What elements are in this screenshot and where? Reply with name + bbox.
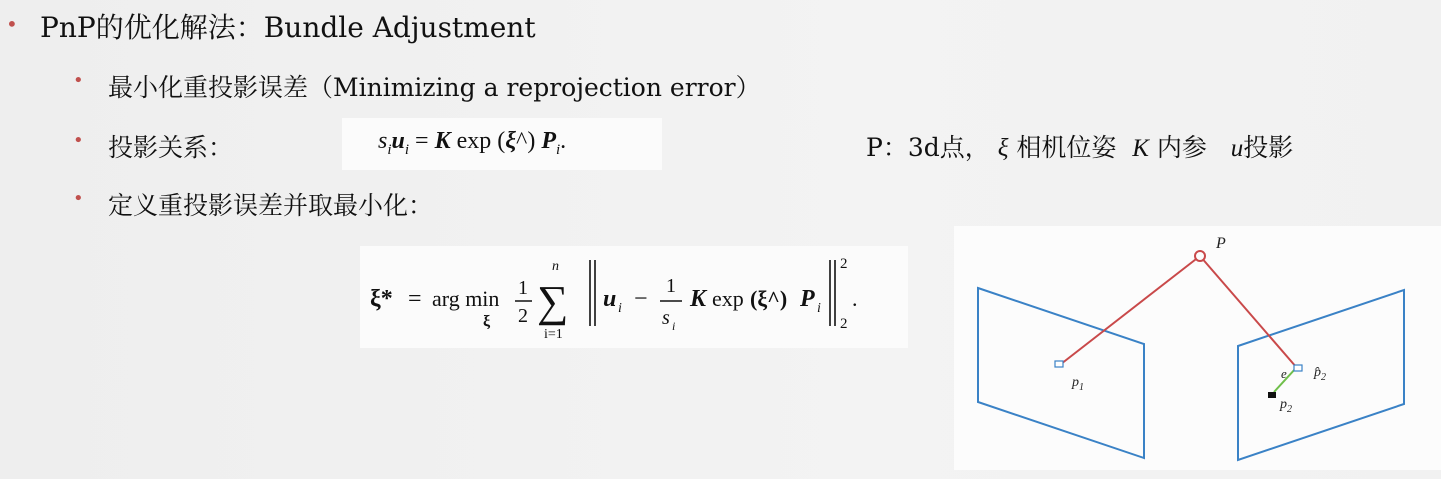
ray-left	[1061, 256, 1200, 364]
svg-text:exp: exp	[712, 286, 744, 311]
diagram-svg	[954, 226, 1441, 470]
svg-text:i: i	[817, 301, 821, 316]
svg-text:i=1: i=1	[544, 327, 563, 342]
svg-text:ξ*: ξ*	[370, 286, 393, 312]
point-P	[1195, 251, 1205, 261]
label-phat2: $p̂_2$	[1314, 365, 1326, 383]
ray-right	[1200, 256, 1297, 368]
label-p2: $p_2$	[1280, 397, 1292, 415]
bullet-dot: •	[6, 12, 18, 36]
svg-text:1: 1	[518, 277, 528, 299]
svg-text:2: 2	[518, 305, 528, 327]
svg-text:=: =	[408, 286, 422, 312]
bullet-dot: •	[73, 130, 84, 151]
objective-svg	[360, 246, 908, 348]
svg-text:∑: ∑	[537, 277, 569, 326]
legend: P：3d点， ξ 相机位姿 K 内参 u投影	[866, 133, 1294, 162]
label-p1: $p_1$	[1072, 375, 1084, 393]
bullet-text: 投影关系：	[108, 133, 234, 162]
projection-formula	[342, 118, 662, 170]
formula-text: $s_iu_i = K$ exp (ξ^) $P_i$.	[378, 128, 567, 158]
svg-text:s: s	[662, 307, 670, 329]
reprojection-diagram	[954, 226, 1441, 470]
left-image-plane	[978, 288, 1144, 458]
svg-text:P: P	[800, 286, 815, 312]
label-P: P	[1216, 235, 1226, 252]
svg-text:2: 2	[840, 256, 848, 272]
svg-text:i: i	[618, 301, 622, 316]
svg-text:1: 1	[666, 275, 676, 297]
bullet-text: 定义重投影误差并取最小化：	[108, 191, 434, 220]
slide-title: PnP的优化解法：Bundle Adjustment	[40, 11, 536, 44]
phat2-marker	[1294, 365, 1302, 371]
objective-formula	[360, 246, 908, 348]
svg-text:i: i	[672, 319, 676, 333]
svg-text:(ξ^): (ξ^)	[750, 286, 788, 311]
svg-text:K: K	[690, 286, 707, 312]
p1-marker	[1055, 361, 1063, 367]
svg-text:u: u	[603, 286, 617, 312]
p2-marker	[1268, 392, 1276, 398]
svg-text:arg min: arg min	[432, 286, 500, 311]
svg-text:−: −	[634, 286, 648, 312]
bullet-dot: •	[73, 188, 84, 209]
bullet-text: 最小化重投影误差（Minimizing a reprojection error）	[108, 73, 761, 102]
label-e: e	[1281, 366, 1287, 381]
svg-text:n: n	[552, 259, 559, 274]
svg-text:.: .	[852, 286, 858, 311]
svg-text:ξ: ξ	[483, 313, 491, 330]
bullet-dot: •	[73, 70, 84, 91]
svg-text:2: 2	[840, 316, 848, 332]
